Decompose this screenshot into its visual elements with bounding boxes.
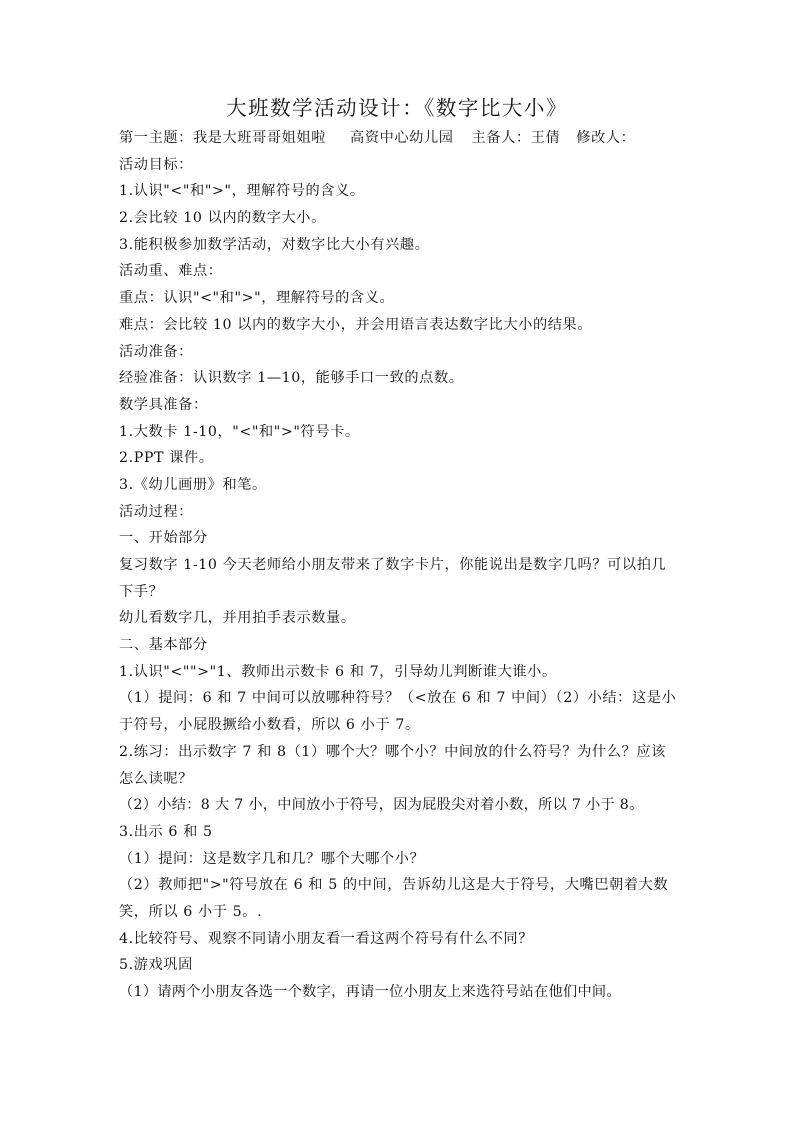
section-heading: 活动重、难点： — [119, 263, 223, 280]
paragraph-line: （2）教师把">"符号放在 6 和 5 的中间，告诉幼儿这是大于符号，大嘴巴朝着大数笑，所以 6 小于 5。. — [119, 877, 669, 921]
paragraph-line: 1.认识"<"">"1、教师出示数卡 6 和 7，引导幼儿判断谁大谁小。 — [119, 663, 557, 680]
section-heading: 二、基本部分 — [119, 637, 208, 654]
reviser-text: 修改人： — [576, 130, 636, 146]
paragraph-line: 1.大数卡 1-10，"<"和">"符号卡。 — [119, 423, 360, 440]
section-heading: 活动目标： — [119, 156, 193, 173]
paragraph-line: 2.PPT 课件。 — [119, 450, 214, 467]
paragraph-line: 经验准备：认识数字 1—10，能够手口一致的点数。 — [119, 370, 464, 387]
document-title: 大班数学活动设计：《数字比大小》 — [226, 96, 568, 120]
paragraph-line: 3.出示 6 和 5 — [119, 823, 213, 840]
document-body — [119, 125, 679, 1006]
section-heading: 一、开始部分 — [119, 530, 208, 547]
paragraph-line: 重点：认识"<"和">"，理解符号的含义。 — [119, 290, 395, 307]
paragraph-line: 2.会比较 10 以内的数字大小。 — [119, 210, 326, 227]
paragraph-line: 复习数字 1-10 今天老师给小朋友带来了数字卡片，你能说出是数字几吗？可以拍几下手？ — [119, 557, 667, 600]
theme-text: 第一主题：我是大班哥哥姐姐啦 — [119, 130, 327, 146]
paragraph-line: （1）提问：6 和 7 中间可以放哪种符号？（<放在 6 和 7 中间）（2）小结：这是小于符号，小屁股撅给小数看，所以 6 小于 7。 — [119, 690, 677, 734]
paragraph-line: 3.《幼儿画册》和笔。 — [119, 476, 267, 493]
paragraph-line: 1.认识"<"和">"，理解符号的含义。 — [119, 183, 365, 200]
preparer-text: 主备人：王倩 — [471, 130, 561, 146]
paragraph-line: （2）小结：8 大 7 小，中间放小于符号，因为屁股尖对着小数，所以 7 小于 8。 — [119, 797, 644, 814]
paragraph-line: 2.练习：出示数字 7 和 8（1）哪个大？哪个小？中间放的什么符号？为什么？应该怎么读呢？ — [119, 743, 666, 787]
section-heading: 数学具准备： — [119, 396, 208, 413]
paragraph-line: 3.能积极参加数学活动，对数字比大小有兴趣。 — [119, 236, 430, 253]
paragraph-line: 幼儿看数字几，并用拍手表示数量。 — [119, 610, 356, 627]
section-heading: 活动过程： — [119, 503, 193, 520]
paragraph-line: 难点：会比较 10 以内的数字大小，并会用语言表达数字比大小的结果。 — [119, 316, 593, 333]
school-text: 高资中心幼儿园 — [350, 130, 454, 146]
paragraph-line: （1）请两个小朋友各选一个数字，再请一位小朋友上来选符号站在他们中间。 — [119, 984, 621, 1001]
paragraph-line: （1）提问：这是数字几和几？哪个大哪个小？ — [119, 850, 425, 867]
section-heading: 活动准备： — [119, 343, 193, 360]
paragraph-line: 5.游戏巩固 — [119, 957, 193, 974]
header-info-line — [119, 125, 679, 152]
paragraph-line: 4.比较符号、观察不同请小朋友看一看这两个符号有什么不同？ — [119, 930, 534, 947]
